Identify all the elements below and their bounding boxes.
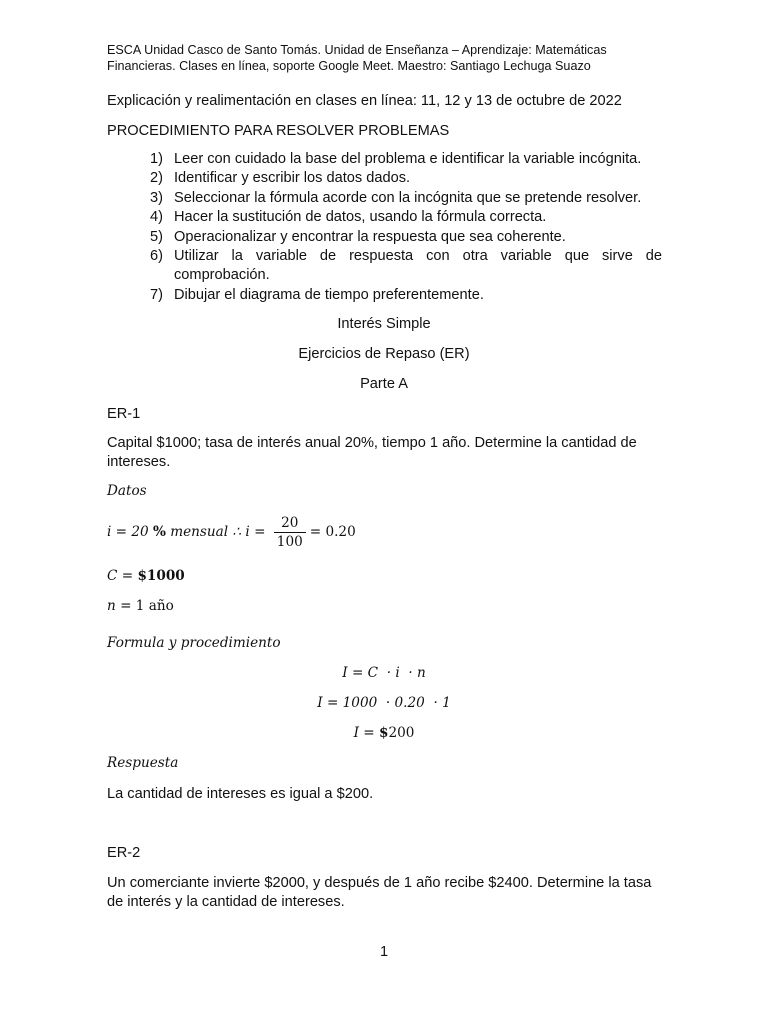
page-header [107, 42, 667, 74]
part-heading: Parte A [360, 376, 408, 392]
procedure-steps [150, 150, 662, 305]
er2-label: ER-2 [107, 845, 141, 861]
er1-answer-label: Respuesta [107, 755, 179, 771]
er1-formula-2: I = 1000 · 0.20 · 1 [317, 695, 451, 711]
procedure-step: 5) Operacionalizar y encontrar la respuesta que sea coherente. [150, 228, 566, 245]
er1-time-equation: n = 1 año [107, 598, 174, 614]
er1-statement: Capital $1000; tasa de interés anual 20%, tiempo 1 año. Determine la cantidad de intereses. [107, 435, 637, 470]
header-line-1: ESCA Unidad Casco de Santo Tomás. Unidad de Enseñanza – Aprendizaje: Matemáticas [107, 43, 607, 57]
topic-heading: Interés Simple [337, 316, 431, 332]
procedure-step: 3) Seleccionar la fórmula acorde con la incógnita que se pretende resolver. [150, 189, 642, 206]
er1-datos-label: Datos [107, 483, 147, 499]
exercises-heading: Ejercicios de Repaso (ER) [298, 346, 470, 362]
header-line-2: Financieras. Clases en línea, soporte Google Meet. Maestro: Santiago Lechuga Suazo [107, 59, 591, 73]
intro-text: Explicación y realimentación en clases en línea: 11, 12 y 13 de octubre de 2022 [107, 93, 622, 109]
er1-formula-1: I = C · i · n [342, 665, 426, 681]
er1-answer: La cantidad de intereses es igual a $200. [107, 786, 374, 802]
procedure-title: PROCEDIMIENTO PARA RESOLVER PROBLEMAS [107, 123, 450, 139]
er1-capital-equation: C = $1000 [107, 568, 185, 584]
page-number: 1 [379, 944, 389, 960]
er1-label: ER-1 [107, 406, 141, 422]
er1-formula-3: I = $200 [353, 725, 415, 741]
procedure-step: 7) Dibujar el diagrama de tiempo preferentemente. [150, 286, 484, 303]
procedure-step: 6) Utilizar la variable de respuesta con otra variable que sirve de comprobación. [150, 248, 662, 284]
procedure-step: 4) Hacer la sustitución de datos, usando la fórmula correcta. [150, 209, 547, 226]
er1-formula-label: Formula y procedimiento [107, 635, 281, 651]
procedure-step: 1) Leer con cuidado la base del problema e identificar la variable incógnita. [150, 151, 642, 167]
rate-fraction: $\frac{20}{100}$ [274, 514, 306, 551]
er2-statement: Un comerciante invierte $2000, y después de 1 año recibe $2400. Determine la tasa de interés y la cantidad de intereses. [107, 875, 652, 910]
er1-rate-equation: i = 20 % mensual ∴ i = $\frac{20}{100}$ = 0.20 [107, 515, 356, 550]
procedure-step: 2) Identificar y escribir los datos dados. [150, 170, 411, 187]
